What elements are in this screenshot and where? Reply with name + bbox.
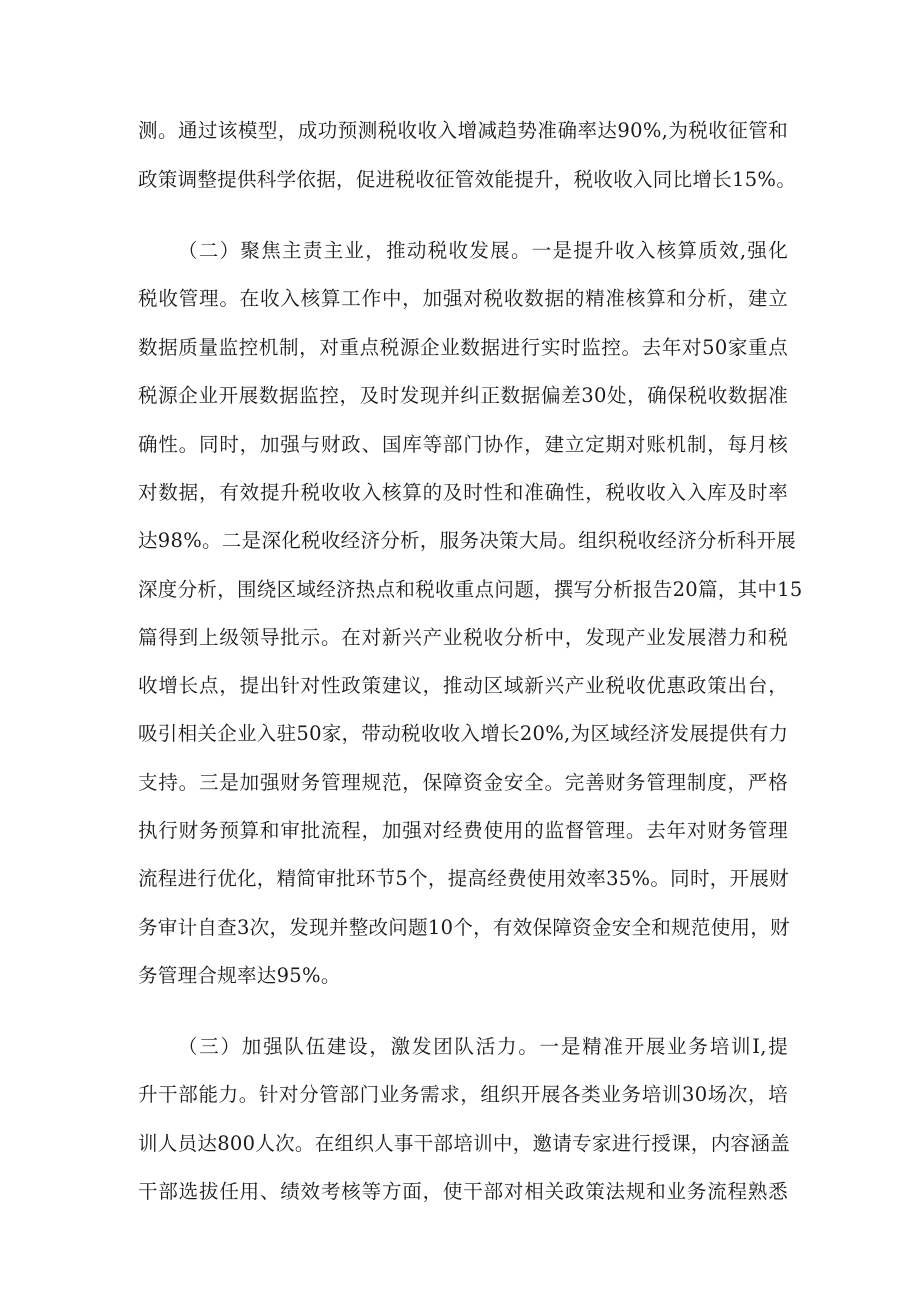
text-line: 测。通过该模型，成功预测税收收入增减趋势准确率达90%,为税收征管和 (138, 119, 788, 142)
text-line: 篇得到上级领导批示。在对新兴产业税收分析中，发现产业发展潜力和税 (138, 626, 788, 649)
text-line: 支持。三是加强财务管理规范，保障资金安全。完善财务管理制度，严格 (138, 771, 788, 794)
text-line: 政策调整提供科学依据，促进税收征管效能提升，税收收入同比增长15%。 (138, 168, 797, 191)
text-line: 流程进行优化，精简审批环节5个，提高经费使用效率35%。同时，开展财 (138, 867, 789, 890)
text-line: 吸引相关企业入驻50家，带动税收收入增长20%,为区域经济发展提供有力 (138, 722, 789, 745)
text-line: 执行财务预算和审批流程，加强对经费使用的监督管理。去年对财务管理 (138, 819, 788, 842)
text-line: 务审计自查3次，发现并整改问题10个，有效保障资金安全和规范使用，财 (138, 916, 790, 939)
text-line: 干部选拔任用、绩效考核等方面，使干部对相关政策法规和业务流程熟悉 (138, 1180, 788, 1203)
text-line: 升干部能力。针对分管部门业务需求，组织开展各类业务培训30场次，培 (138, 1083, 788, 1106)
text-line: 务管理合规率达95%。 (138, 964, 341, 987)
text-line: 税收管理。在收入核算工作中，加强对税收数据的精准核算和分析，建立 (138, 287, 788, 310)
text-line: 达98%。二是深化税收经济分析，服务决策大局。组织税收经济分析科开展 (138, 529, 797, 552)
text-line: 对数据，有效提升税收收入核算的及时性和准确性，税收收入入库及时率 (138, 481, 788, 504)
text-line: 训人员达800人次。在组织人事干部培训中，邀请专家进行授课，内容涵盖 (138, 1132, 790, 1155)
text-line: 确性。同时，加强与财政、国库等部门协作，建立定期对账机制，每月核 (138, 433, 788, 456)
text-line: 税源企业开展数据监控，及时发现并纠正数据偏差30处，确保税收数据准 (138, 384, 788, 407)
section-heading-line: （三）加强队伍建设，激发团队活力。一是精准开展业务培训I,提 (178, 1035, 788, 1058)
text-line: 深度分析，围绕区域经济热点和税收重点问题，撰写分析报告20篇，其中15 (138, 578, 803, 601)
text-line: 收增长点，提出针对性政策建议，推动区域新兴产业税收优惠政策出台， (138, 674, 788, 697)
text-line: 数据质量监控机制，对重点税源企业数据进行实时监控。去年对50家重点 (138, 336, 788, 359)
section-heading-line: （二）聚焦主责主业，推动税收发展。一是提升收入核算质效,强化 (178, 239, 788, 262)
